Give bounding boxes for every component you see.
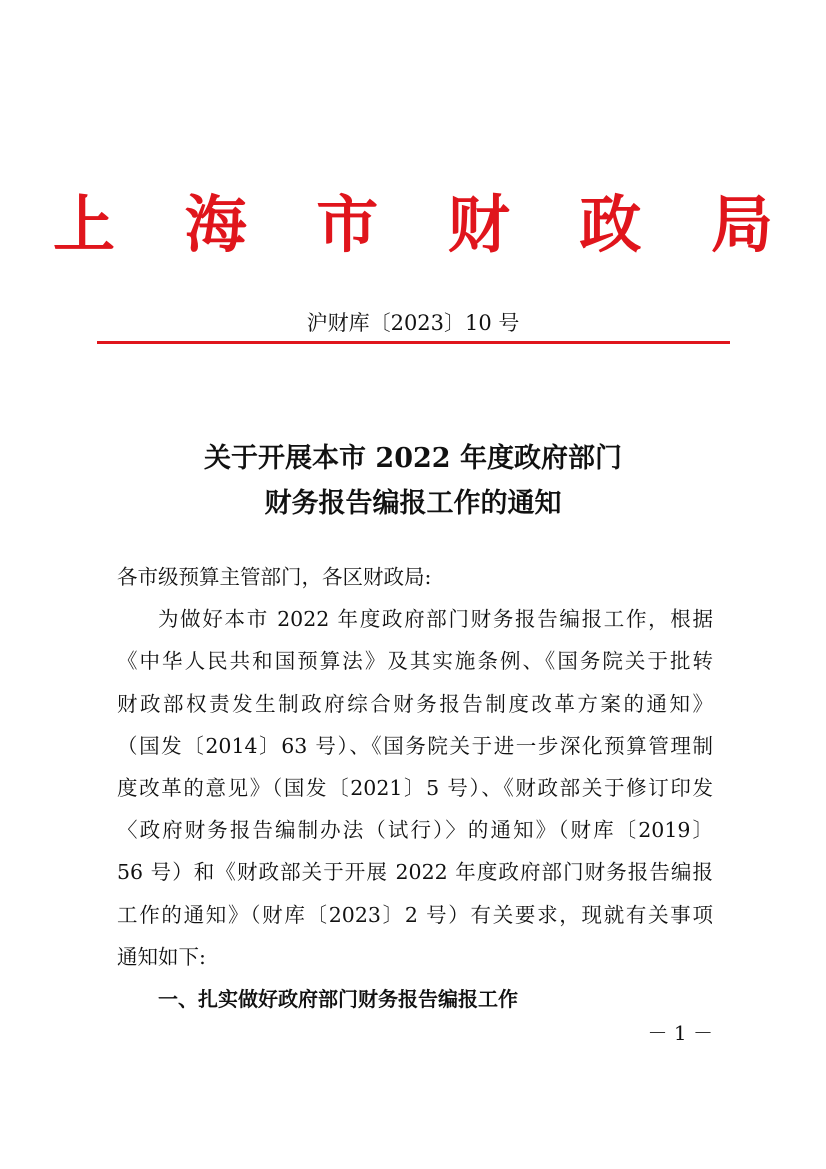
paragraph-line: 《中华人民共和国预算法》及其实施条例、《国务院关于批转: [117, 649, 713, 674]
paragraph-line: 为做好本市 2022 年度政府部门财务报告编报工作，根据: [158, 607, 713, 632]
salutation: 各市级预算主管部门，各区财政局:: [117, 565, 432, 589]
paragraph-line: 工作的通知》（财库〔2023〕2 号）有关要求，现就有关事项: [117, 902, 713, 927]
paragraph-line: 财政部权责发生制政府综合财务报告制度改革方案的通知》: [117, 691, 713, 716]
section-heading: 一、扎实做好政府部门财务报告编报工作: [158, 987, 518, 1012]
intro-paragraph: [117, 598, 713, 978]
paragraph-line: 56 号）和《财政部关于开展 2022 年度政府部门财务报告编报: [117, 860, 713, 885]
page-number: － 1 －: [647, 1021, 713, 1045]
document-title: [0, 436, 826, 526]
document-number: 沪财库〔2023〕10 号: [306, 311, 520, 335]
paragraph-line: （国发〔2014〕63 号）、《国务院关于进一步深化预算管理制: [117, 733, 713, 758]
paragraph-line: 度改革的意见》（国发〔2021〕5 号）、《财政部关于修订印发: [117, 776, 713, 801]
paragraph-line: 通知如下:: [117, 944, 206, 969]
paragraph-line: 〈政府财务报告编制办法（试行）〉的通知》（财库〔2019〕: [117, 818, 713, 843]
red-divider-line: [97, 341, 730, 344]
title-line-1: 关于开展本市 2022 年度政府部门: [204, 443, 622, 474]
agency-letterhead: 上 海 市 财 政 局: [53, 188, 797, 261]
title-line-2: 财务报告编报工作的通知: [264, 488, 562, 519]
document-body: [117, 556, 713, 1020]
